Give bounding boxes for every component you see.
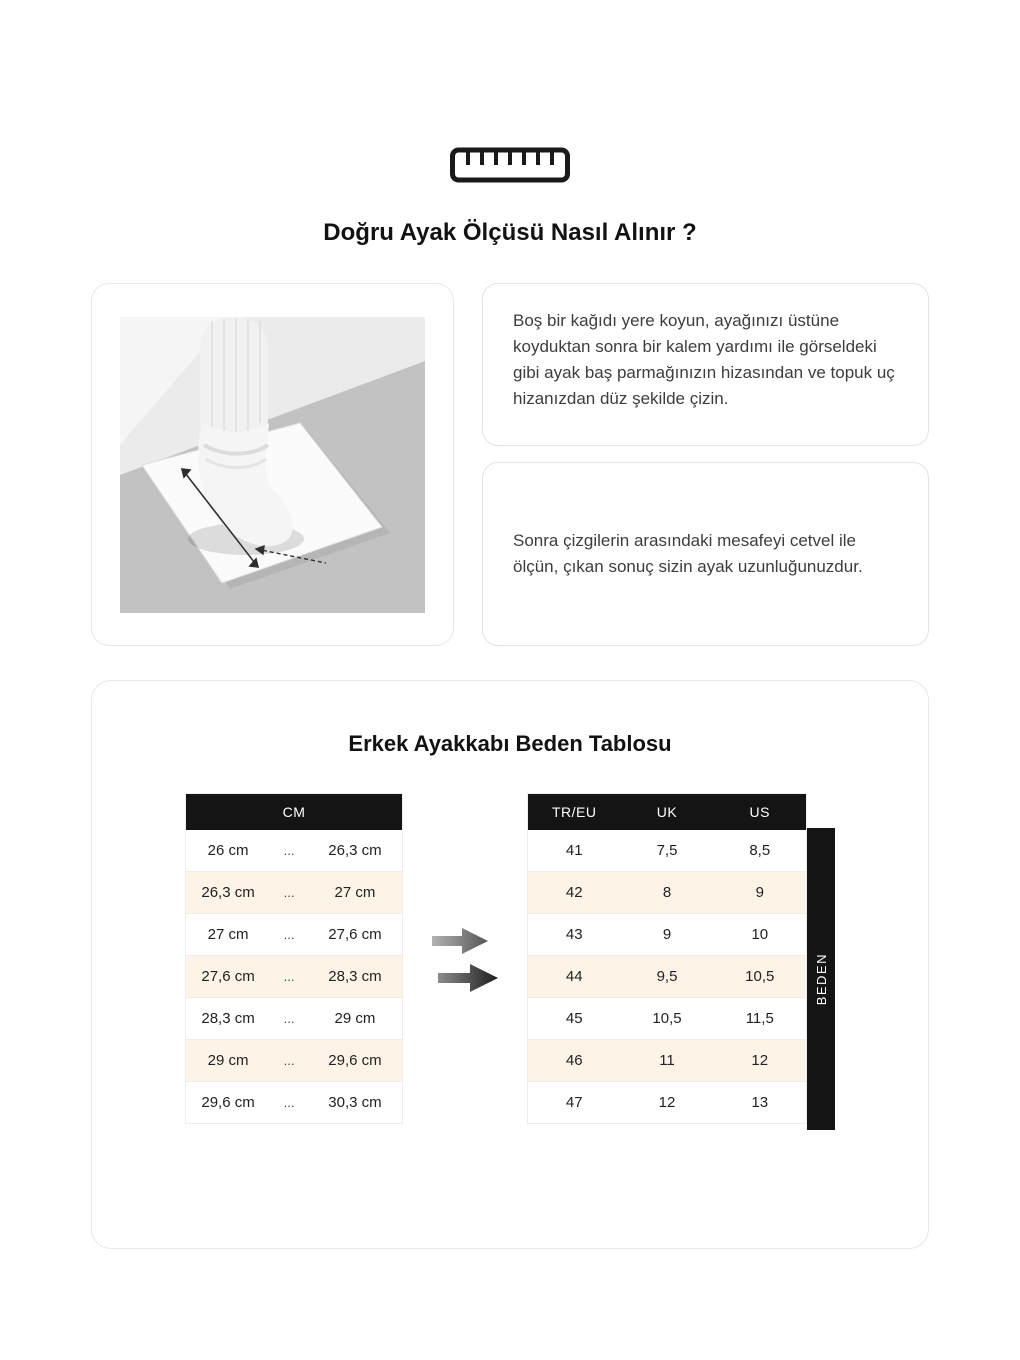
cm-to: 27,6 cm: [308, 914, 403, 956]
table-row: [528, 872, 807, 914]
cm-separator: ...: [270, 914, 308, 956]
table-row: [186, 1040, 403, 1082]
size-eu: 46: [528, 1040, 621, 1082]
size-table: [527, 793, 807, 1124]
cm-from: 28,3 cm: [186, 998, 271, 1040]
cm-to: 27 cm: [308, 872, 403, 914]
size-us: 11,5: [714, 998, 807, 1040]
beden-side-label: [807, 828, 835, 1130]
instruction-step-1: [482, 283, 929, 446]
cm-from: 29 cm: [186, 1040, 271, 1082]
cm-to: 29 cm: [308, 998, 403, 1040]
size-us: 12: [714, 1040, 807, 1082]
cm-from: 26 cm: [186, 830, 271, 872]
cm-separator: ...: [270, 830, 308, 872]
table-row: [528, 1040, 807, 1082]
size-eu: 44: [528, 956, 621, 998]
table-row: [528, 914, 807, 956]
size-uk: 7,5: [621, 830, 714, 872]
instruction-step-2: [482, 462, 929, 646]
size-header-tr-eu: TR/EU: [528, 794, 621, 830]
cm-from: 27,6 cm: [186, 956, 271, 998]
size-chart-tables: [132, 793, 888, 1130]
conversion-arrows: [421, 922, 517, 1002]
size-table-wrap: [527, 793, 835, 1130]
cm-table-header-row: [186, 794, 403, 830]
size-us: 10: [714, 914, 807, 956]
cm-to: 29,6 cm: [308, 1040, 403, 1082]
size-eu: 45: [528, 998, 621, 1040]
instructions-column: [482, 283, 929, 646]
size-eu: 47: [528, 1082, 621, 1124]
instruction-step-2-text: Sonra çizgilerin arasındaki mesafeyi cetvel ile ölçün, çıkan sonuç sizin ayak uzunluğunuzdur.: [513, 531, 863, 576]
table-row: [186, 872, 403, 914]
cm-from: 27 cm: [186, 914, 271, 956]
size-guide-page: [91, 0, 929, 1249]
cm-table: [185, 793, 403, 1124]
cm-from: 29,6 cm: [186, 1082, 271, 1124]
size-header-uk: UK: [621, 794, 714, 830]
table-row: [186, 1082, 403, 1124]
size-uk: 11: [621, 1040, 714, 1082]
cm-separator: ...: [270, 998, 308, 1040]
size-header-us: US: [714, 794, 807, 830]
size-us: 9: [714, 872, 807, 914]
cm-from: 26,3 cm: [186, 872, 271, 914]
foot-measurement-photo: [120, 317, 425, 613]
cm-separator: ...: [270, 872, 308, 914]
table-row: [186, 998, 403, 1040]
cm-to: 30,3 cm: [308, 1082, 403, 1124]
size-uk: 9,5: [621, 956, 714, 998]
size-uk: 8: [621, 872, 714, 914]
table-row: [528, 830, 807, 872]
measurement-photo-card: [91, 283, 454, 646]
cm-separator: ...: [270, 956, 308, 998]
size-us: 8,5: [714, 830, 807, 872]
cm-table-header: CM: [186, 794, 403, 830]
table-row: [186, 914, 403, 956]
size-eu: 42: [528, 872, 621, 914]
size-chart-title: Erkek Ayakkabı Beden Tablosu: [348, 731, 672, 756]
beden-side-label-text: BEDEN: [813, 952, 829, 1006]
intro-section: [91, 283, 929, 646]
size-uk: 9: [621, 914, 714, 956]
arrow-right-icon: [430, 922, 508, 1002]
size-chart-card: [91, 680, 929, 1249]
size-us: 10,5: [714, 956, 807, 998]
size-table-header-row: [528, 794, 807, 830]
table-row: [528, 998, 807, 1040]
cm-to: 26,3 cm: [308, 830, 403, 872]
table-row: [186, 830, 403, 872]
size-uk: 12: [621, 1082, 714, 1124]
size-us: 13: [714, 1082, 807, 1124]
cm-separator: ...: [270, 1040, 308, 1082]
size-eu: 43: [528, 914, 621, 956]
page-title: Doğru Ayak Ölçüsü Nasıl Alınır ?: [323, 219, 697, 246]
size-uk: 10,5: [621, 998, 714, 1040]
instruction-step-1-text: Boş bir kağıdı yere koyun, ayağınızı üstüne koyduktan sonra bir kalem yardımı ile görseldeki gibi ayak baş parmağınızın hizasından ve topuk uç hizanızdan düz şekilde çizin.: [513, 311, 895, 408]
table-row: [528, 956, 807, 998]
table-row: [186, 956, 403, 998]
cm-to: 28,3 cm: [308, 956, 403, 998]
table-row: [528, 1082, 807, 1124]
size-eu: 41: [528, 830, 621, 872]
ruler-icon: [91, 146, 929, 189]
cm-separator: ...: [270, 1082, 308, 1124]
